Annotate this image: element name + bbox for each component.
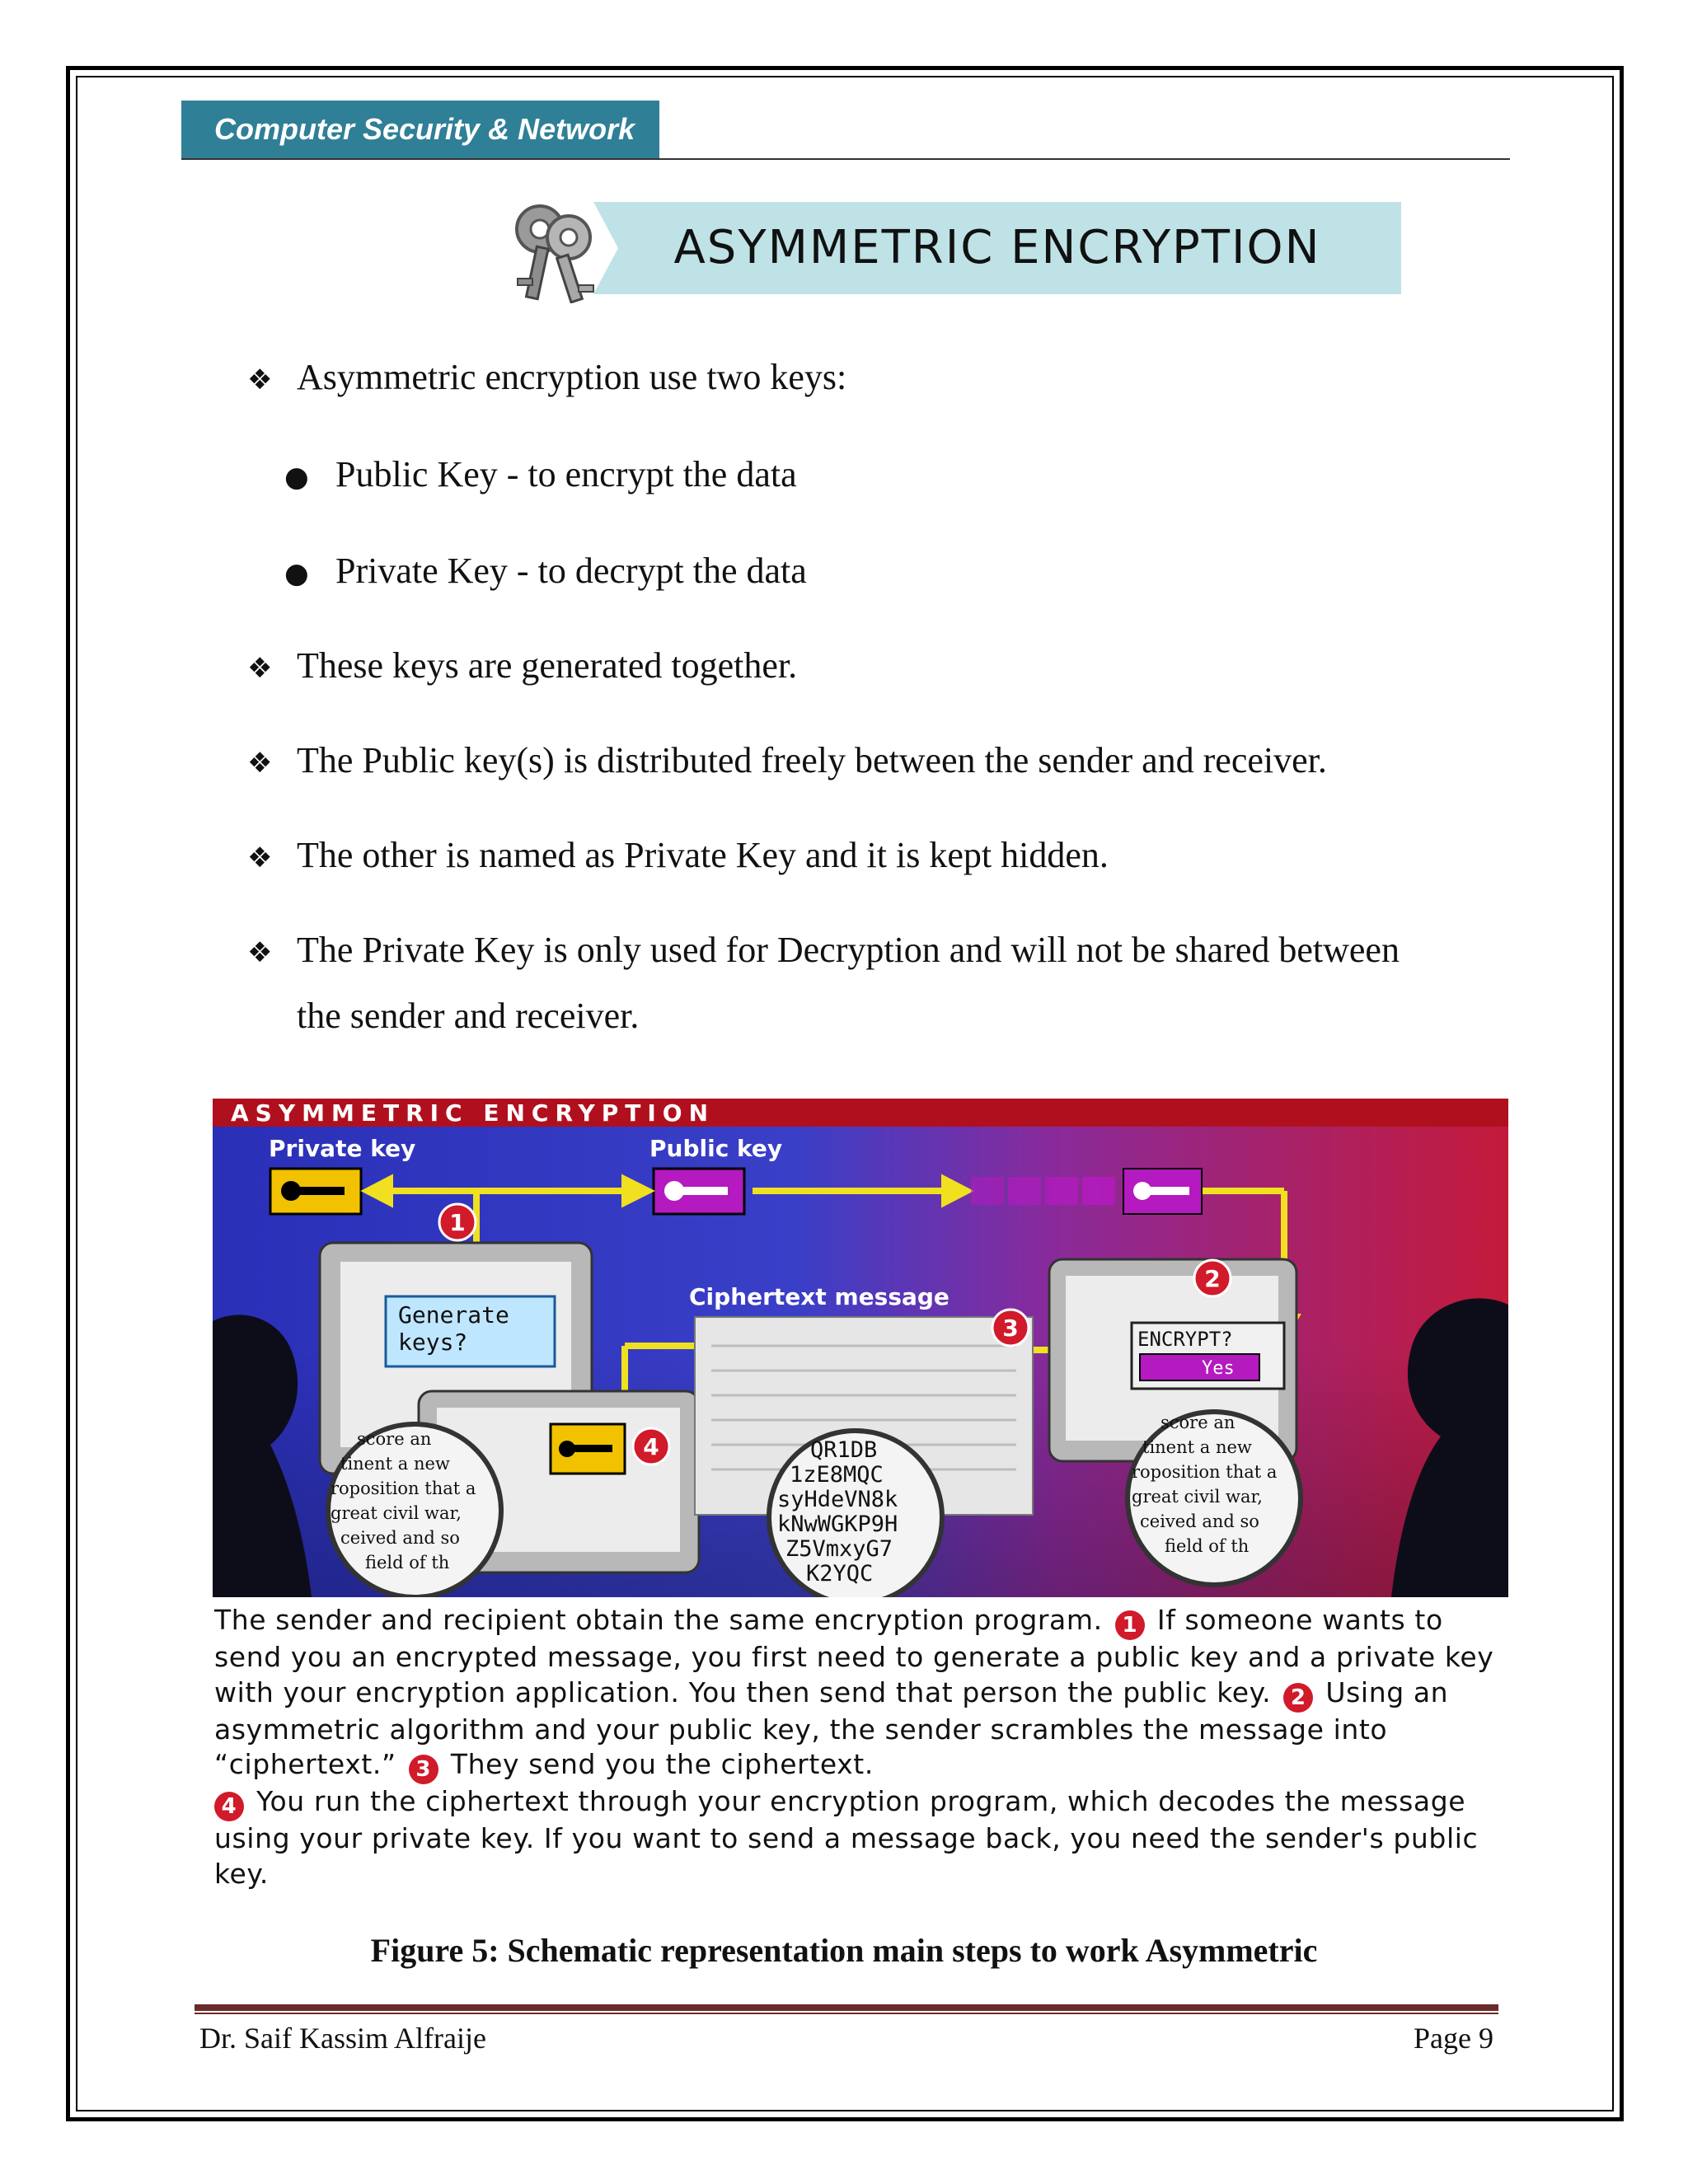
svg-text:tinent a new: tinent a new	[340, 1454, 450, 1474]
bullet-item-5: ❖ The Private Key is only used for Decryption and will not be shared between	[247, 927, 1400, 976]
bullet-item-5-cont: the sender and receiver.	[297, 996, 640, 1036]
bullet-item-4: ❖ The other is named as Private Key and it is kept hidden.	[247, 832, 1109, 881]
yes-button	[1140, 1354, 1259, 1380]
public-key-label: Public key	[649, 1135, 783, 1162]
step-3-number: 3	[1002, 1315, 1019, 1342]
header-rule	[181, 158, 1510, 160]
diamond-bullet-icon: ❖	[247, 363, 273, 396]
yes-label: Yes	[1202, 1358, 1235, 1379]
bullet-item-2: ❖ These keys are generated together.	[247, 643, 797, 691]
svg-text:great civil war,: great civil war,	[1132, 1487, 1263, 1507]
footer-rule-thick	[195, 2004, 1498, 2011]
step-1-badge: 1	[1115, 1610, 1145, 1640]
svg-text:roposition that a: roposition that a	[1132, 1462, 1278, 1482]
ciphertext-magnifier	[769, 1431, 942, 1597]
figure-title: ASYMMETRIC ENCRYPTION	[231, 1099, 715, 1127]
dot-bullet-icon: ●	[284, 557, 309, 590]
step-2-badge: 2	[1283, 1683, 1313, 1713]
private-key-label: Private key	[269, 1135, 416, 1162]
figure-explanation: The sender and recipient obtain the same encryption program. 1 If someone wants to send you an encrypted message, you first need to generate a public key and a private key with your encryption application. You then send that person the public key. 2 Using an asymmetric algorithm and your public key, the sender scrambles the message into “ciphertext.” 3 They send you the ciphertext. 4 You run the ciphertext through your encryption program, which decodes the message using your private key. If you want to send a message back, you need the sender's public key.	[214, 1604, 1494, 1890]
dot-bullet-icon: ●	[284, 461, 309, 494]
svg-text:great civil war,: great civil war,	[331, 1503, 462, 1523]
svg-text:score an: score an	[1160, 1413, 1236, 1432]
decrypted-magnifier	[328, 1424, 501, 1597]
svg-text:Z5VmxyG7: Z5VmxyG7	[785, 1536, 893, 1562]
sub-bullet-1: ● Public Key - to encrypt the data	[284, 452, 797, 500]
footer-page-number: Page 9	[1414, 2022, 1493, 2055]
step-4-badge: 4	[214, 1792, 244, 1821]
svg-text:field of th: field of th	[1165, 1536, 1250, 1556]
svg-text:roposition that a: roposition that a	[331, 1479, 476, 1498]
step-4-number: 4	[643, 1433, 659, 1460]
step-3-badge: 3	[409, 1755, 438, 1784]
encrypt-label: ENCRYPT?	[1137, 1328, 1233, 1351]
svg-text:tinent a new: tinent a new	[1142, 1437, 1252, 1457]
svg-text:ceived and so: ceived and so	[1140, 1511, 1259, 1531]
svg-text:ceived and so: ceived and so	[340, 1528, 460, 1548]
title-banner: ASYMMETRIC ENCRYPTION	[593, 202, 1401, 294]
svg-text:syHdeVN8k: syHdeVN8k	[777, 1487, 898, 1512]
figure-caption: Figure 5: Schematic representation main steps to work Asymmetric	[370, 1932, 1318, 1969]
svg-text:field of th: field of th	[365, 1553, 450, 1572]
original-magnifier	[1128, 1412, 1301, 1585]
asymmetric-encryption-figure	[213, 1099, 1508, 1597]
diamond-bullet-icon: ❖	[247, 936, 273, 969]
diamond-bullet-icon: ❖	[247, 841, 273, 874]
svg-text:K2YQC: K2YQC	[806, 1561, 874, 1586]
svg-text:QR1DB: QR1DB	[810, 1437, 878, 1463]
diamond-bullet-icon: ❖	[247, 747, 273, 780]
header-title: Computer Security & Network	[181, 101, 659, 158]
svg-text:score an: score an	[357, 1429, 432, 1449]
bullet-item-1: ❖ Asymmetric encryption use two keys:	[247, 354, 846, 403]
step-2-number: 2	[1204, 1265, 1221, 1292]
svg-text:kNwWGKP9H: kNwWGKP9H	[777, 1511, 898, 1537]
step-1-number: 1	[449, 1209, 466, 1236]
svg-text:1zE8MQC: 1zE8MQC	[790, 1462, 884, 1488]
sub-bullet-2: ● Private Key - to decrypt the data	[284, 548, 807, 597]
footer-author: Dr. Saif Kassim Alfraije	[199, 2022, 486, 2055]
generate-keys-line2: keys?	[398, 1329, 468, 1356]
generate-keys-line1: Generate	[398, 1301, 509, 1329]
diamond-bullet-icon: ❖	[247, 652, 273, 685]
keys-icon	[495, 196, 618, 303]
footer-rule-thin	[195, 2013, 1498, 2014]
bullet-item-3: ❖ The Public key(s) is distributed freely between the sender and receiver.	[247, 738, 1327, 786]
ciphertext-label: Ciphertext message	[689, 1283, 950, 1310]
